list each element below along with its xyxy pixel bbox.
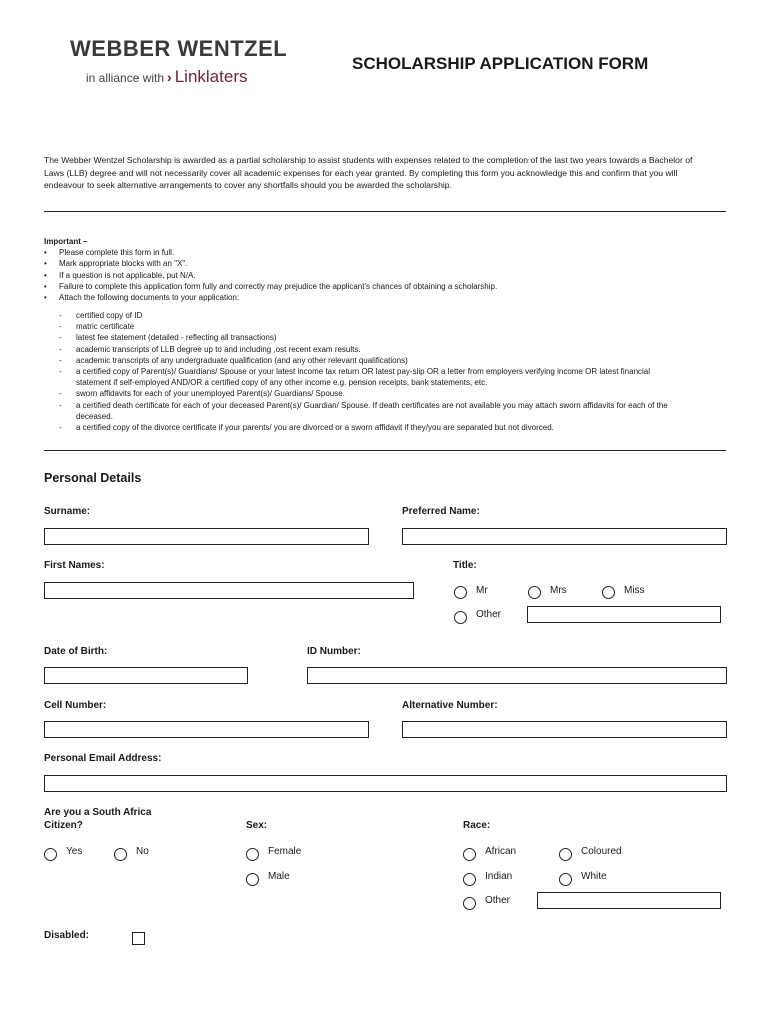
citizen-yes-label: Yes	[66, 846, 83, 857]
chevron-right-icon: ›	[167, 69, 172, 85]
title-other-label: Other	[476, 609, 502, 620]
race-indian-radio[interactable]	[463, 873, 476, 886]
email-label: Personal Email Address:	[44, 753, 162, 764]
bullet-icon: •	[44, 270, 47, 280]
dash-icon: -	[59, 333, 62, 343]
title-mr-radio[interactable]	[454, 586, 467, 599]
first-names-field[interactable]	[44, 582, 414, 599]
race-label: Race:	[463, 820, 491, 831]
list-item	[59, 388, 679, 399]
title-mr-label: Mr	[476, 585, 488, 596]
list-item	[44, 270, 724, 281]
title-mrs-label: Mrs	[550, 585, 567, 596]
id-number-field[interactable]	[307, 667, 727, 684]
race-coloured-label: Coloured	[581, 846, 622, 857]
alternative-number-field[interactable]	[402, 721, 727, 738]
sex-female-label: Female	[268, 846, 302, 857]
document-text: latest fee statement (detailed - reflecting all transactions)	[76, 333, 277, 343]
dash-icon: -	[59, 423, 62, 433]
partner-name: Linklaters	[174, 67, 248, 86]
alternative-number-label: Alternative Number:	[402, 700, 498, 711]
bullet-text: Failure to complete this application form fully and correctly may prejudice the applicant's chances of obtaining a scholarship.	[59, 281, 498, 291]
race-other-radio[interactable]	[463, 897, 476, 910]
sex-male-radio[interactable]	[246, 873, 259, 886]
bullet-icon: •	[44, 248, 47, 258]
list-item	[59, 310, 679, 321]
form-title: SCHOLARSHIP APPLICATION FORM	[352, 54, 649, 73]
list-item	[44, 281, 724, 292]
important-heading: Important –	[44, 237, 88, 246]
bullet-icon: •	[44, 293, 47, 303]
dash-icon: -	[59, 355, 62, 365]
dob-label: Date of Birth:	[44, 646, 108, 657]
dash-icon: -	[59, 322, 62, 332]
document-text: a certified death certificate for each of your deceased Parent(s)/ Guardian/ Spouse. If death certificates are not available you may attach sworn affidavits for each of the deceased.	[76, 400, 668, 421]
list-item	[59, 400, 679, 422]
documents-list	[59, 310, 679, 433]
citizen-no-radio[interactable]	[114, 848, 127, 861]
title-other-radio[interactable]	[454, 611, 467, 624]
title-miss-label: Miss	[624, 585, 645, 596]
list-item	[59, 344, 679, 355]
document-text: matric certificate	[76, 322, 135, 332]
bullet-text: Please complete this form in full.	[59, 248, 175, 258]
bullet-text: If a question is not applicable, put N/A.	[59, 270, 196, 280]
email-field[interactable]	[44, 775, 727, 792]
title-mrs-radio[interactable]	[528, 586, 541, 599]
list-item	[44, 292, 724, 303]
sex-label: Sex:	[246, 820, 268, 831]
preferred-name-field[interactable]	[402, 528, 727, 545]
dob-field[interactable]	[44, 667, 248, 684]
document-text: sworn affidavits for each of your unemployed Parent(s)/ Guardians/ Spouse.	[76, 389, 345, 399]
bullet-icon: •	[44, 281, 47, 291]
document-text: a certified copy of the divorce certificate if your parents/ you are divorced or a sworn affidavit if they/you are separated but not divorced.	[76, 423, 554, 433]
race-coloured-radio[interactable]	[559, 848, 572, 861]
dash-icon: -	[59, 311, 62, 320]
document-text: a certified copy of Parent(s)/ Guardians/ Spouse or your latest income tax return OR latest pay-slip OR a letter from employers verifying income OR latest financial statement if self-employed AND/OR a certified copy of any other income e.g. pension receipts, bank statements, etc.	[76, 367, 651, 388]
bullet-text: Mark appropriate blocks with an "X".	[59, 259, 188, 269]
list-item	[59, 422, 679, 433]
sex-female-radio[interactable]	[246, 848, 259, 861]
race-african-label: African	[485, 846, 517, 857]
disabled-label: Disabled:	[44, 930, 90, 941]
dash-icon: -	[59, 389, 62, 399]
bullet-icon: •	[44, 259, 47, 269]
first-names-label: First Names:	[44, 560, 105, 571]
sex-male-label: Male	[268, 871, 290, 882]
list-item	[59, 355, 679, 366]
citizen-label: Are you a South Africa	[44, 807, 152, 818]
list-item	[44, 258, 724, 269]
cell-number-label: Cell Number:	[44, 700, 107, 711]
surname-field[interactable]	[44, 528, 369, 545]
disabled-checkbox[interactable]	[132, 932, 145, 945]
document-text: academic transcripts of any undergraduate qualification (and any other relevant qualifications)	[76, 355, 408, 365]
logo-alliance	[86, 67, 247, 87]
citizen-label-cont: Citizen?	[44, 820, 83, 831]
title-other-field[interactable]	[527, 606, 721, 623]
race-indian-label: Indian	[485, 871, 513, 882]
list-item	[59, 332, 679, 343]
title-miss-radio[interactable]	[602, 586, 615, 599]
race-white-label: White	[581, 871, 607, 882]
list-item	[44, 247, 724, 258]
race-white-radio[interactable]	[559, 873, 572, 886]
id-number-label: ID Number:	[307, 646, 361, 657]
citizen-no-label: No	[136, 846, 149, 857]
surname-label: Surname:	[44, 506, 91, 517]
bullet-text: Attach the following documents to your application:	[59, 293, 240, 303]
dash-icon: -	[59, 367, 62, 377]
dash-icon: -	[59, 400, 62, 410]
list-item	[59, 321, 679, 332]
important-section	[44, 236, 724, 303]
logo-wordmark: WEBBER WENTZEL	[70, 36, 288, 61]
alliance-text: in alliance with	[86, 71, 165, 85]
document-text: academic transcripts of LLB degree up to and including ,ost recent exam results.	[76, 344, 361, 354]
divider	[44, 211, 726, 212]
race-african-radio[interactable]	[463, 848, 476, 861]
dash-icon: -	[59, 344, 62, 354]
race-other-label: Other	[485, 895, 511, 906]
intro-paragraph: The Webber Wentzel Scholarship is awarded as a partial scholarship to assist students with expenses related to the completion of the last two years towards a Bachelor of Laws (LLB) degree and will not necessarily cover all academic expenses for each year granted. By completing this form you acknowledge this and confirm that you will endeavour to seek alternative arrangements to cover any shortfalls should you be awarded the scholarship.	[44, 155, 693, 191]
title-label: Title:	[453, 560, 477, 571]
list-item	[59, 366, 679, 388]
document-text: certified copy of ID	[76, 311, 143, 320]
citizen-yes-radio[interactable]	[44, 848, 57, 861]
divider	[44, 450, 726, 451]
preferred-name-label: Preferred Name:	[402, 506, 480, 517]
race-other-field[interactable]	[537, 892, 721, 909]
section-heading: Personal Details	[44, 471, 142, 485]
cell-number-field[interactable]	[44, 721, 369, 738]
